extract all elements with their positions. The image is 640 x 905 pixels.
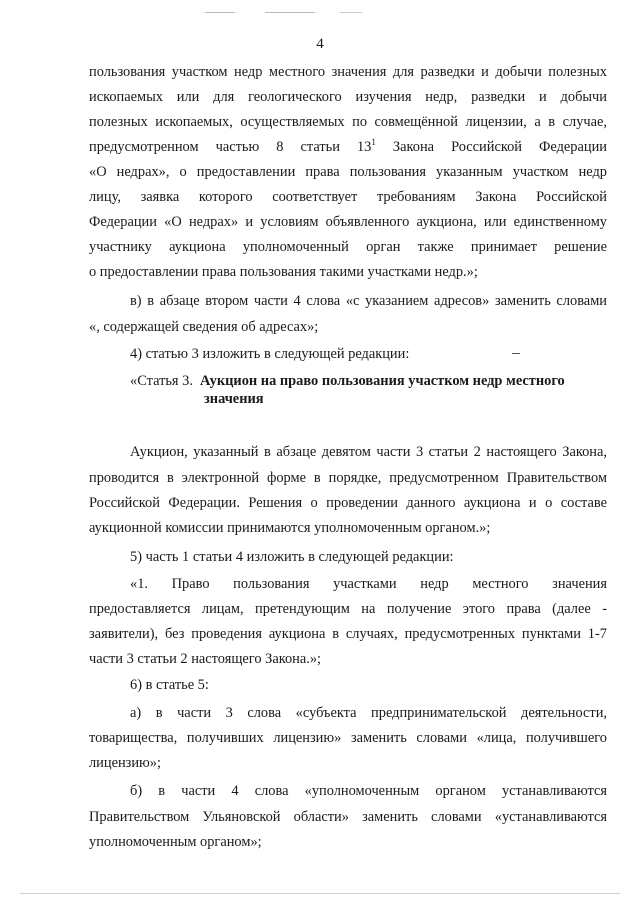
body-text: предусмотренном частью 8 статьи 13 [89, 139, 372, 155]
body-line: аукционной комиссии принимаются уполномоченным органом.»; [89, 520, 491, 536]
article-prefix: «Статья 3. [130, 373, 193, 389]
body-line [89, 138, 607, 156]
body-line: б) в части 4 слова «уполномоченным органом устанавливаются [130, 783, 607, 799]
body-line: части 3 статьи 2 настоящего Закона.»; [89, 651, 322, 667]
page-number: 4 [316, 36, 324, 52]
body-line: товарищества, получивших лицензию» заменить словами «лица, получившего [89, 730, 607, 746]
superscript: 1 [371, 137, 376, 147]
body-line: полезных ископаемых, осуществляемых по совмещённой лицензии, а в случае, [89, 114, 607, 130]
body-line: Федерации «О недрах» и условиям объявленного аукциона, или единственному [89, 214, 607, 230]
body-line: о предоставлении права пользования такими участками недр.»; [89, 264, 478, 280]
body-line: «1. Право пользования участками недр местного значения [130, 576, 607, 592]
body-line: пользования участком недр местного значения для разведки и добычи полезных [89, 64, 607, 80]
body-line: проводится в электронной форме в порядке, предусмотренном Правительством [89, 470, 607, 486]
body-line: лицензию»; [89, 755, 162, 771]
body-line: Российской Федерации. Решения о проведении данного аукциона и о составе [89, 495, 607, 511]
body-line: «, содержащей сведения об адресах»; [89, 319, 319, 335]
article-title-cont: значения [204, 391, 264, 407]
body-line: предоставляется лицам, претендующим на получение этого права (далее - [89, 601, 607, 617]
scan-speck [265, 12, 315, 13]
article-title: Аукцион на право пользования участком недр местного [199, 373, 565, 389]
body-line: заявители), без проведения аукциона в случаях, предусмотренных пунктами 1-7 [89, 626, 607, 642]
scan-speck [205, 12, 235, 13]
article-heading [130, 372, 607, 390]
body-line: Аукцион, указанный в абзаце девятом части 3 статьи 2 настоящего Закона, [130, 444, 607, 460]
body-line: уполномоченным органом»; [89, 834, 262, 850]
body-line: Правительством Ульяновской области» заменить словами «устанавливаются [89, 809, 607, 825]
scan-speck [340, 12, 362, 13]
scan-speck [20, 893, 620, 894]
body-line: лицу, заявка которого соответствует требованиям Закона Российской [89, 189, 607, 205]
body-line: 6) в статье 5: [130, 677, 209, 693]
body-line: участнику аукциона уполномоченный орган также принимает решение [89, 239, 607, 255]
body-line: 5) часть 1 статьи 4 изложить в следующей редакции: [130, 549, 454, 565]
body-line: ископаемых или для геологического изучения недр, разведки и добычи [89, 89, 607, 105]
body-line: 4) статью 3 изложить в следующей редакции: [130, 346, 410, 362]
body-line: в) в абзаце втором части 4 слова «с указанием адресов» заменить словами [130, 293, 607, 309]
body-line: а) в части 3 слова «субъекта предпринимательской деятельности, [130, 705, 607, 721]
body-text: Закона Российской Федерации [375, 139, 607, 155]
body-line: «О недрах», о предоставлении права пользования указанным участком недр [89, 164, 607, 180]
